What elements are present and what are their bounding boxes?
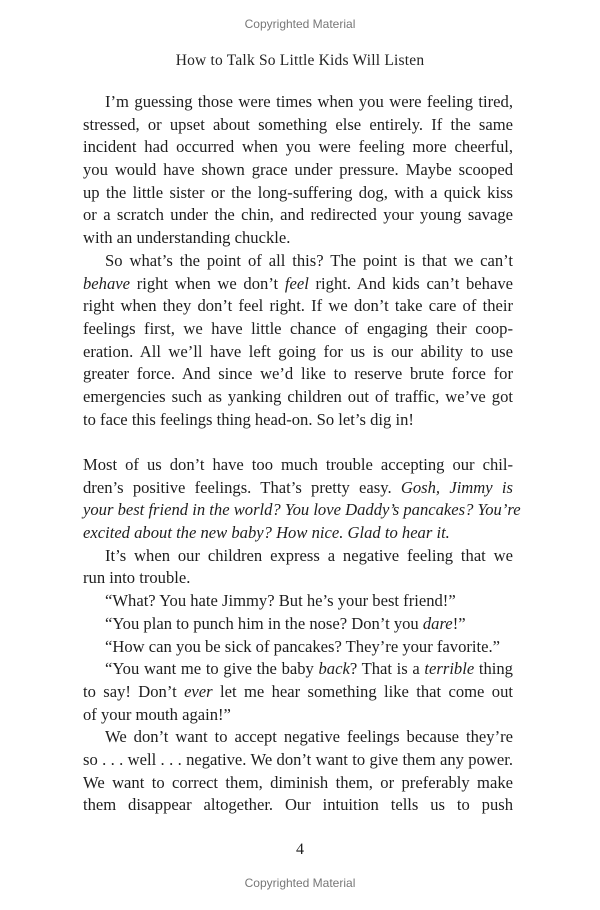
text-line [83,295,513,318]
text-line [83,658,513,681]
paragraph [83,250,513,432]
text-line [83,794,513,817]
italic-text: your best friend in the world? You love Daddy’s pancakes? You’re [83,500,521,520]
copyright-watermark-top: Copyrighted Material [244,17,356,31]
text-run: emergencies such as yanking children out of traffic, we’ve got [83,386,513,406]
paragraph [83,658,513,726]
text-run: of your mouth again!” [83,704,231,724]
text-line [83,341,513,364]
text-run: greater force. And since we’d like to reserve brute force for [83,364,513,384]
paragraph [83,590,513,613]
text-line [83,499,521,522]
text-line [83,567,513,590]
text-run: thing [474,659,513,679]
text-run: !” [452,613,466,633]
text-line [83,749,513,772]
text-run: them disappear altogether. Our intuition tells us to push [83,795,513,815]
paragraph [83,726,513,817]
text-run: It’s when our children express a negative feeling that we [105,545,513,565]
text-line [83,227,513,250]
text-line [83,726,513,749]
text-line [83,477,513,500]
text-run: to say! Don’t [83,681,185,701]
copyright-watermark-bottom: Copyrighted Material [244,876,356,890]
italic-text: terrible [424,659,475,679]
text-line [83,204,513,227]
text-run: stressed, or upset about something else entirely. If the same [83,114,513,134]
text-run: “You plan to punch him in the nose? Don’t you [105,613,423,633]
text-line [83,363,513,386]
body-text [83,91,521,817]
paragraph [83,613,513,636]
text-run: right. And kids can’t behave [308,273,513,293]
text-line [83,273,513,296]
text-run: feelings first, we have little chance of engaging their coop- [83,318,513,338]
italic-text: behave [83,273,130,293]
paragraph [83,91,513,250]
text-line [83,318,513,341]
text-run: so . . . well . . . negative. We don’t want to give them any power. [83,749,513,769]
text-line [83,386,513,409]
text-line [83,114,513,137]
text-run: We don’t want to accept negative feelings because they’re [105,727,513,747]
text-run: or a scratch under the chin, and redirected your young savage [83,205,513,225]
text-line [83,250,513,273]
text-run: dren’s positive feelings. That’s pretty easy. [83,477,401,497]
text-line [83,182,513,205]
text-line [83,454,513,477]
text-run: I’m guessing those were times when you were feeling tired, [105,92,513,111]
text-line [83,636,513,659]
text-run: run into trouble. [83,568,191,588]
page-number: 4 [296,841,304,858]
text-run: Most of us don’t have too much trouble accepting our chil- [83,455,513,474]
text-line [83,522,513,545]
text-run: with an understanding chuckle. [83,228,291,248]
running-head: How to Talk So Little Kids Will Listen [175,52,425,69]
italic-text: excited about the new baby? How nice. Glad to hear it. [83,523,450,543]
text-run: to face this feelings thing head-on. So let’s dig in! [83,409,414,429]
text-run: “What? You hate Jimmy? But he’s your best friend!” [105,591,456,611]
text-line [83,545,513,568]
text-line [83,704,513,727]
italic-text: feel [284,273,309,293]
paragraph [83,454,521,545]
text-line [83,136,513,159]
section-break [83,431,513,454]
italic-text: Gosh, Jimmy is [400,477,513,497]
text-line [83,409,513,432]
text-run: right when we don’t [130,273,285,293]
text-run: eration. All we’ll have left going for us is our ability to use [83,341,513,361]
text-line [83,613,513,636]
paragraph [83,545,513,590]
text-run: you would have shown grace under pressure. Maybe scooped [83,160,513,180]
text-run: let me hear something like that come out [212,681,513,701]
text-run: So what’s the point of all this? The point is that we can’t [105,250,513,270]
paragraph [83,636,513,659]
text-line [83,159,513,182]
text-run: “How can you be sick of pancakes? They’re your favorite.” [105,636,501,656]
text-run: We want to correct them, diminish them, or preferably make [83,772,513,792]
text-run: “You want me to give the baby [105,659,319,679]
text-run: right when they don’t feel right. If we don’t take care of their [83,296,513,316]
italic-text: ever [184,681,213,701]
text-line [83,681,513,704]
text-line [83,590,513,613]
text-line [83,772,513,795]
text-run: ? That is a [349,659,425,679]
text-run: up the little sister or the long-suffering dog, with a quick kiss [83,182,513,202]
text-line [83,91,513,114]
text-run: incident had occurred when you were feeling more cheerful, [83,137,513,157]
italic-text: back [318,659,350,679]
italic-text: dare [422,613,453,633]
